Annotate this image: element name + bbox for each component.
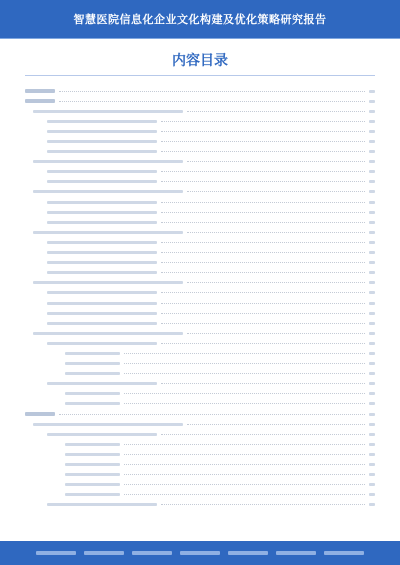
toc-entry-placeholder — [25, 288, 375, 298]
report-footer — [0, 541, 400, 565]
toc-entry-placeholder — [25, 429, 375, 439]
footer-banner-placeholder — [0, 551, 400, 555]
toc-entry-placeholder — [25, 237, 375, 247]
toc-entry-placeholder — [25, 490, 375, 500]
toc-entry-placeholder — [25, 136, 375, 146]
report-header — [0, 0, 400, 38]
toc-entry-placeholder — [25, 116, 375, 126]
toc-entry-placeholder — [25, 258, 375, 268]
toc-entry-placeholder — [25, 308, 375, 318]
toc-entry-placeholder — [25, 126, 375, 136]
toc-entry-placeholder — [25, 96, 375, 106]
toc-entry-placeholder — [25, 187, 375, 197]
toc-entry-placeholder — [25, 480, 375, 490]
toc-entry-placeholder — [25, 359, 375, 369]
toc-entry-placeholder — [25, 470, 375, 480]
toc-entry-placeholder — [25, 278, 375, 288]
toc-entry-placeholder — [25, 419, 375, 429]
toc-entry-placeholder — [25, 439, 375, 449]
toc-entry-placeholder — [25, 106, 375, 116]
toc-entry-placeholder — [25, 369, 375, 379]
toc-entry-placeholder — [25, 207, 375, 217]
toc-entry-placeholder — [25, 348, 375, 358]
toc-entry-placeholder — [25, 389, 375, 399]
toc-entry-placeholder — [25, 268, 375, 278]
toc-title: 内容目录 — [172, 53, 228, 69]
toc-entry-placeholder — [25, 399, 375, 409]
header-divider — [0, 38, 400, 39]
toc-entry-placeholder — [25, 409, 375, 419]
toc-title-rule — [25, 75, 375, 76]
toc-entry-placeholder — [25, 86, 375, 96]
report-title: 智慧医院信息化企业文化构建及优化策略研究报告 — [73, 13, 327, 26]
toc-entry-placeholder — [25, 177, 375, 187]
toc-entry-placeholder — [25, 500, 375, 510]
toc-entry-placeholder — [25, 248, 375, 258]
toc-entry-placeholder — [25, 197, 375, 207]
toc-entry-placeholder — [25, 217, 375, 227]
toc-entry-placeholder — [25, 459, 375, 469]
table-of-contents — [25, 86, 375, 510]
toc-entry-placeholder — [25, 298, 375, 308]
toc-entry-placeholder — [25, 227, 375, 237]
toc-entry-placeholder — [25, 338, 375, 348]
toc-entry-placeholder — [25, 328, 375, 338]
toc-entry-placeholder — [25, 318, 375, 328]
toc-entry-placeholder — [25, 167, 375, 177]
toc-entry-placeholder — [25, 449, 375, 459]
toc-entry-placeholder — [25, 157, 375, 167]
toc-entry-placeholder — [25, 147, 375, 157]
toc-entry-placeholder — [25, 379, 375, 389]
